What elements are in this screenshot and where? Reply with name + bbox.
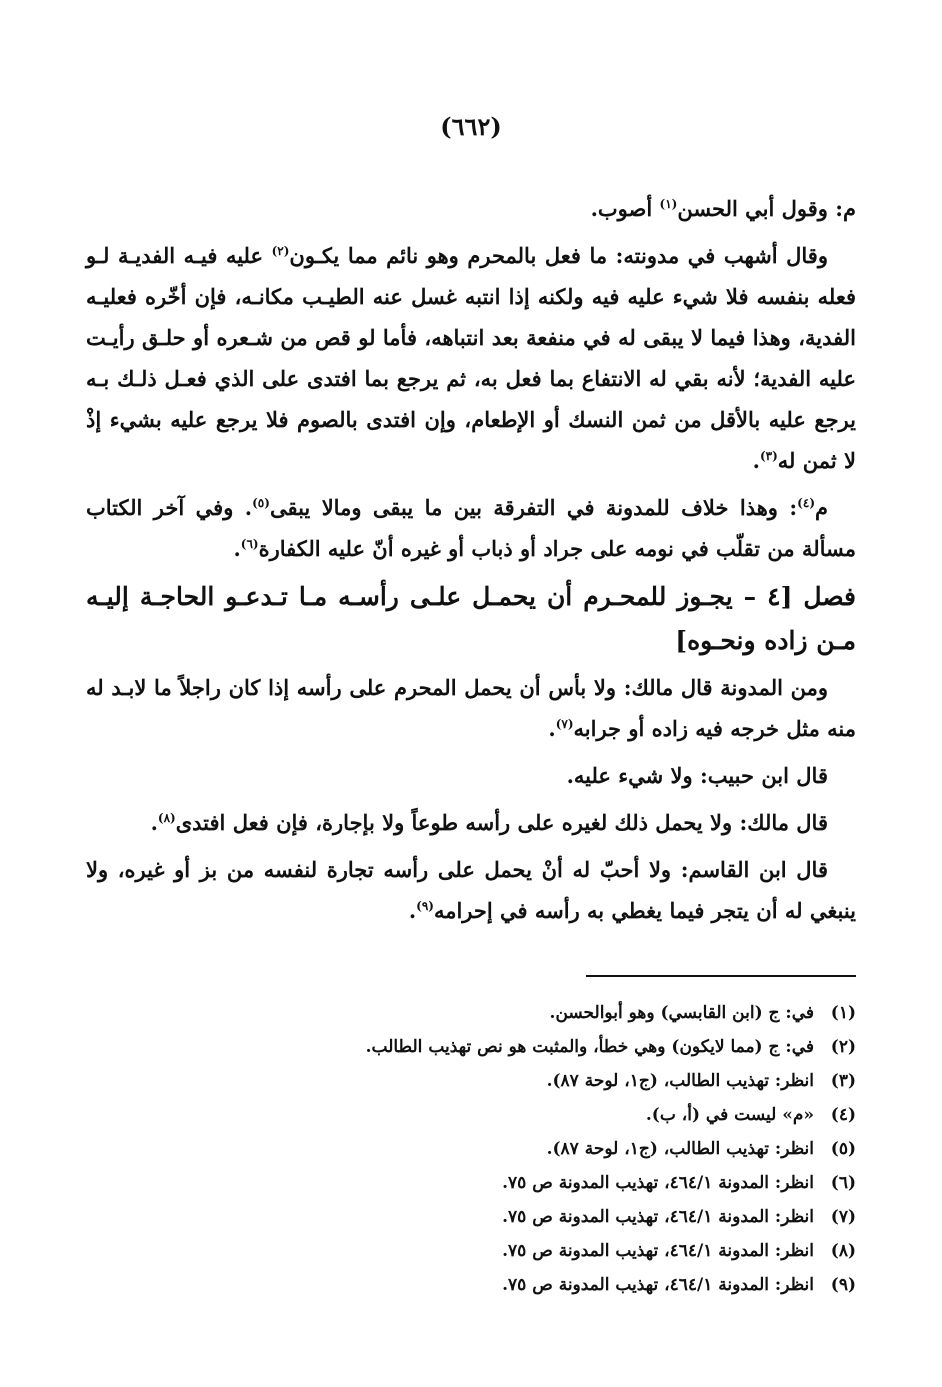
footnote-number: (٢) [830,1037,856,1057]
footnote-text: انظر: المدونة ٤٦٤/١، تهذيب المدونة ص ٧٥. [502,1241,814,1261]
footnote-item [86,1064,856,1098]
paragraph-7 [86,849,856,931]
footnote-item [86,1132,856,1166]
footnote-text: «م» ليست في (أ، ب). [645,1105,814,1125]
text-span: . وفي آخر الكتاب مسألة من تقلّب في نومه على جراد أو ذباب أو غيره أنّ عليه الكفارة [86,495,856,561]
footnote-text: انظر: المدونة ٤٦٤/١، تهذيب المدونة ص ٧٥. [502,1275,814,1295]
footnote-item [86,1200,856,1234]
paragraph-5 [86,755,856,796]
text-span: عليه فيـه الفديـة لـو فعله بنفسه فلا شيء عليه فيه ولكنه إذا انتبه غسل عنه الطيـب مكانـه، فإن أخّره فعليـه الفدية، وهذا فيما لا يبقى له في منفعة بعد انتباهه، فأما لو قص من شـعره أو حلـق رأيـت عليه الفدية؛ لأنه بقي له الانتفاع بما فعل به، ثم يرجع بما افتدى على الذي فعـل ذلـك بـه يرجع عليه بالأقل من ثمن النسك أو الإطعام، وإن افتدى بالصوم فلا يرجع عليه بشيء إذْ لا ثمن له [86,243,856,473]
text-span: م: وقول أبي الحسن [677,196,856,221]
section-heading: فصل [٤ – يجـوز للمحـرم أن يحمـل علـى رأسـه مـا تـدعـو الحاجـة إليـه مـن زاده ونحـوه] [86,582,856,655]
text-span: وقال أشهب في مدونته: ما فعل بالمحرم وهو نائم مما يكـون [289,243,828,268]
footnote-number: (٩) [830,1275,856,1295]
text-span: . [150,810,158,835]
text-span: م [815,495,829,520]
footnote-item [86,1234,856,1268]
footnote-text: انظر: المدونة ٤٦٤/١، تهذيب المدونة ص ٧٥. [502,1173,814,1193]
text-span: . [408,898,417,923]
text-span: : وهذا خلاف للمدونة في التفرقة بين ما يبقى ومالا يبقى [269,495,798,520]
footnote-number: (٥) [830,1139,856,1159]
paragraph-2 [86,235,856,481]
footnote-item [86,1268,856,1302]
footnote-item [86,996,856,1030]
text-span: قال ابن حبيب: ولا شيء عليه. [566,763,828,788]
paragraph-1 [86,188,856,229]
footnote-number: (٧) [830,1207,856,1227]
text-span: أصوب. [590,196,660,221]
footnote-ref: (٩) [416,899,434,913]
footnote-ref: (٧) [555,717,574,731]
footnote-number: (٦) [830,1173,856,1193]
footnote-ref: (٦) [240,537,259,551]
footnote-ref: (١) [659,197,678,211]
footnote-number: (٨) [830,1241,856,1261]
footnote-text: انظر: المدونة ٤٦٤/١، تهذيب المدونة ص ٧٥. [502,1207,814,1227]
footnote-ref: (٥) [252,496,270,510]
text-span: . [233,536,241,561]
footnotes [86,996,856,1302]
footnote-number: (٤) [830,1105,856,1125]
footnote-text: في: ج (مما لايكون) وهي خطأ، والمثبت هو نص تهذيب الطالب. [365,1037,814,1057]
footnote-number: (١) [830,1003,856,1023]
text-span: قال مالك: ولا يحمل ذلك لغيره على رأسه طوعاً ولا بإجارة، فإن فعل افتدى [175,810,828,835]
paragraph-4 [86,667,856,749]
footnote-text: انظر: تهذيب الطالب، (ج١، لوحة ٨٧). [546,1139,814,1159]
footnote-item [86,1030,856,1064]
footnote-ref: (٤) [797,496,815,510]
text-span: ومن المدونة قال مالك: ولا بأس أن يحمل المحرم على رأسه إذا كان راجلاً ما لابـد له منه مثل خرجه فيه زاده أو جرابه [86,675,856,741]
page-number: (٦٦٢) [440,112,502,141]
text-span: . [548,716,556,741]
footnote-text: انظر: تهذيب الطالب، (ج١، لوحة ٨٧). [546,1071,814,1091]
paragraph-6 [86,802,856,843]
footnote-separator [586,975,856,977]
main-text [86,188,856,937]
footnote-item [86,1166,856,1200]
footnote-text: في: ج (ابن القابسي) وهو أبوالحسن. [549,1003,814,1023]
paragraph-3 [86,487,856,569]
footnote-number: (٣) [830,1071,856,1091]
footnote-item [86,1098,856,1132]
text-span: . [752,448,760,473]
footnote-ref: (٢) [271,244,290,258]
footnote-ref: (٨) [157,811,176,825]
footnote-ref: (٣) [759,449,778,463]
text-span: قال ابن القاسم: ولا أحبّ له أنْ يحمل على رأسه تجارة لنفسه من بز أو غيره، ولا ينبغي له أن يتجر فيما يغطي به رأسه في إحرامه [86,857,856,923]
